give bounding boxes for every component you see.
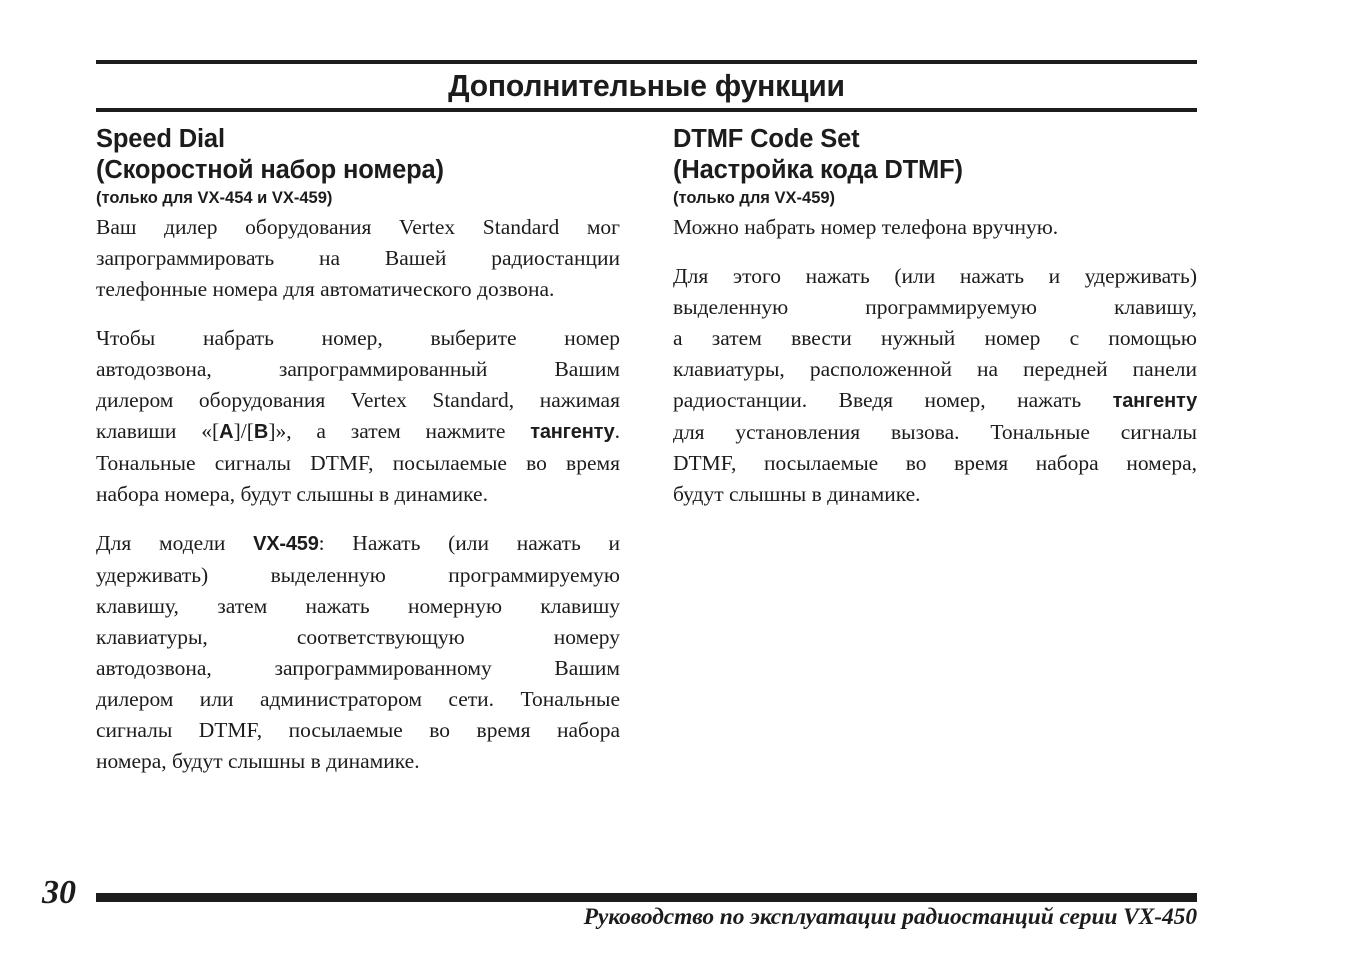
emphasis-model: VX-459 bbox=[253, 533, 319, 555]
text-line: набора номера, будут слышны в динамике. bbox=[96, 482, 488, 506]
text-line: запрограммировать на Вашей радиостанции bbox=[96, 246, 620, 270]
text-line: телефонные номера для автоматического дозвона. bbox=[96, 277, 555, 301]
emphasis-ptt: тангенту bbox=[1112, 390, 1197, 412]
page-number: 30 bbox=[42, 874, 76, 911]
text-line: будут слышны в динамике. bbox=[673, 482, 921, 506]
section-heading-line-1: Speed Dial bbox=[96, 125, 225, 153]
text-line: Тональные сигналы DTMF, посылаемые во время bbox=[96, 451, 620, 475]
text-line: клавиатуры, соответствующую номеру bbox=[96, 625, 620, 649]
section-heading-line-1: DTMF Code Set bbox=[673, 125, 860, 153]
text-line: сигналы DTMF, посылаемые во время набора bbox=[96, 718, 620, 742]
text-line: выделенную программируемую клавишу, bbox=[673, 295, 1197, 319]
text-line: дилером или администратором сети. Тональные bbox=[96, 687, 620, 711]
text-line: клавиатуры, расположенной на передней панели bbox=[673, 357, 1197, 381]
section-heading-line-2: (Настройка кода DTMF) bbox=[673, 156, 963, 184]
text-line: автодозвона, запрограммированному Вашим bbox=[96, 656, 620, 680]
text-line: а затем ввести нужный номер с помощью bbox=[673, 326, 1197, 350]
key-label-a: A bbox=[219, 421, 234, 443]
text-line: для установления вызова. Тональные сигналы bbox=[673, 420, 1197, 444]
text-line: дилером оборудования Vertex Standard, нажимая bbox=[96, 388, 620, 412]
text-line-with-keys: клавиши «[A]/[B]», а затем нажмите тангенту. bbox=[96, 419, 620, 443]
text-line: удерживать) выделенную программируемую bbox=[96, 563, 620, 587]
emphasis-ptt: тангенту bbox=[530, 421, 615, 443]
section-heading-line-2: (Скоростной набор номера) bbox=[96, 156, 444, 184]
text-line: DTMF, посылаемые во время набора номера, bbox=[673, 451, 1197, 475]
text-line-with-ptt: радиостанции. Введя номер, нажать тангенту bbox=[673, 388, 1197, 412]
text-line: Для этого нажать (или нажать и удерживать) bbox=[673, 264, 1197, 288]
section-subheading-models-left: (только для VX-454 и VX-459) bbox=[96, 189, 333, 207]
text-line: номера, будут слышны в динамике. bbox=[96, 749, 420, 773]
text-line: Ваш дилер оборудования Vertex Standard мог bbox=[96, 215, 620, 239]
text-line-with-model: Для модели VX-459: Нажать (или нажать и bbox=[96, 531, 620, 555]
text-line: клавишу, затем нажать номерную клавишу bbox=[96, 594, 620, 618]
footer-rule bbox=[96, 893, 1197, 902]
section-subheading-models-right: (только для VX-459) bbox=[673, 189, 836, 207]
text-line: Чтобы набрать номер, выберите номер bbox=[96, 326, 620, 350]
text-line: автодозвона, запрограммированный Вашим bbox=[96, 357, 620, 381]
key-label-b: B bbox=[253, 421, 269, 443]
running-title: Руководство по эксплуатации радиостанций серии VX-450 bbox=[583, 904, 1197, 930]
page-title: Дополнительные функции bbox=[448, 68, 845, 103]
text-line: Можно набрать номер телефона вручную. bbox=[673, 215, 1059, 239]
